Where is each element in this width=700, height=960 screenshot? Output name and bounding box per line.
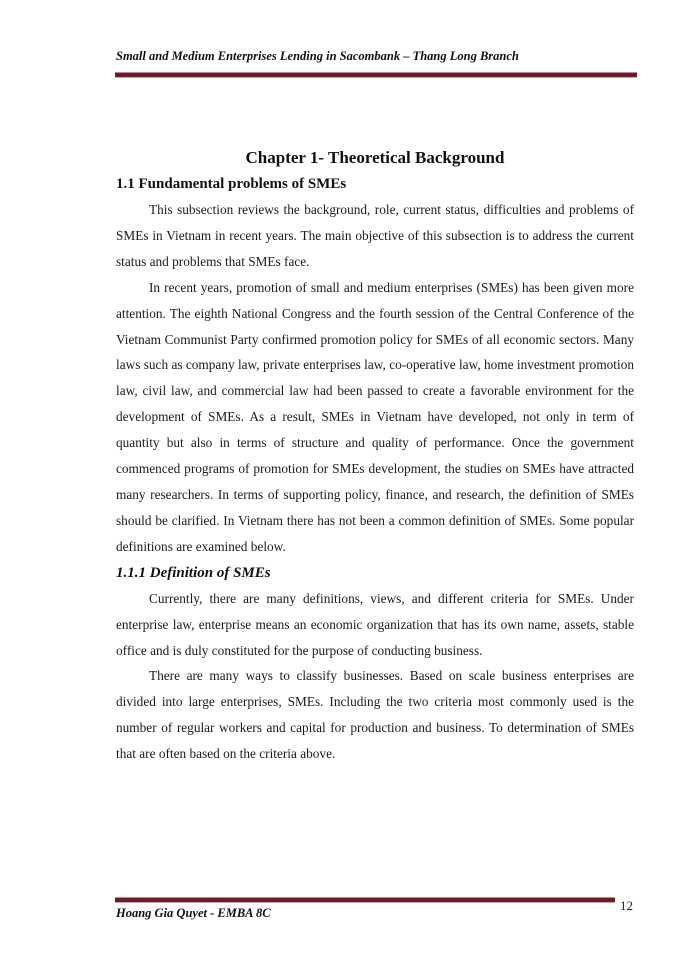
page-body <box>116 145 634 767</box>
paragraph: Currently, there are many definitions, views, and different criteria for SMEs. Under enterprise law, enterprise means an economic organization that has its own name, assets, stable office and is duly constituted for the purpose of conducting business. <box>116 590 634 658</box>
chapter-title: Chapter 1- Theoretical Background <box>245 148 505 167</box>
paragraph: This subsection reviews the background, role, current status, difficulties and problems of SMEs in Vietnam in recent years. The main objective of this subsection is to address the current status and problems that SMEs face. <box>116 202 634 269</box>
header-divider <box>115 72 637 78</box>
paragraph: In recent years, promotion of small and medium enterprises (SMEs) has been given more attention. The eighth National Congress and the fourth session of the Central Conference of the Vietnam Communist Party confirmed promotion policy for SMEs of all economic sectors. Many laws such as company law, private enterprises law, co-operative law, home investment promotion law, civil law, and commercial law had been passed to create a favorable environment for the development of SMEs. As a result, SMEs in Vietnam have developed, not only in term of quantity but also in terms of structure and quality of performance. Once the government commenced programs of promotion for SMEs development, the studies on SMEs have attracted many researchers. In terms of supporting policy, finance, and research, the definition of SMEs should be clarified. In Vietnam there has not been a common definition of SMEs. Some popular definitions are examined below. <box>116 279 634 554</box>
subsection-heading: 1.1.1 Definition of SMEs <box>116 564 271 581</box>
section-heading: 1.1 Fundamental problems of SMEs <box>116 176 347 192</box>
running-header-title: Small and Medium Enterprises Lending in Sacombank – Thang Long Branch <box>116 49 519 63</box>
footer-divider <box>115 897 615 903</box>
footer-author: Hoang Gia Quyet - EMBA 8C <box>116 906 271 920</box>
page-number: 12 <box>620 898 633 913</box>
paragraph: There are many ways to classify businesses. Based on scale business enterprises are divided into large enterprises, SMEs. Including the two criteria most commonly used is the number of regular workers and capital for production and business. To determination of SMEs that are often based on the criteria above. <box>116 668 634 762</box>
